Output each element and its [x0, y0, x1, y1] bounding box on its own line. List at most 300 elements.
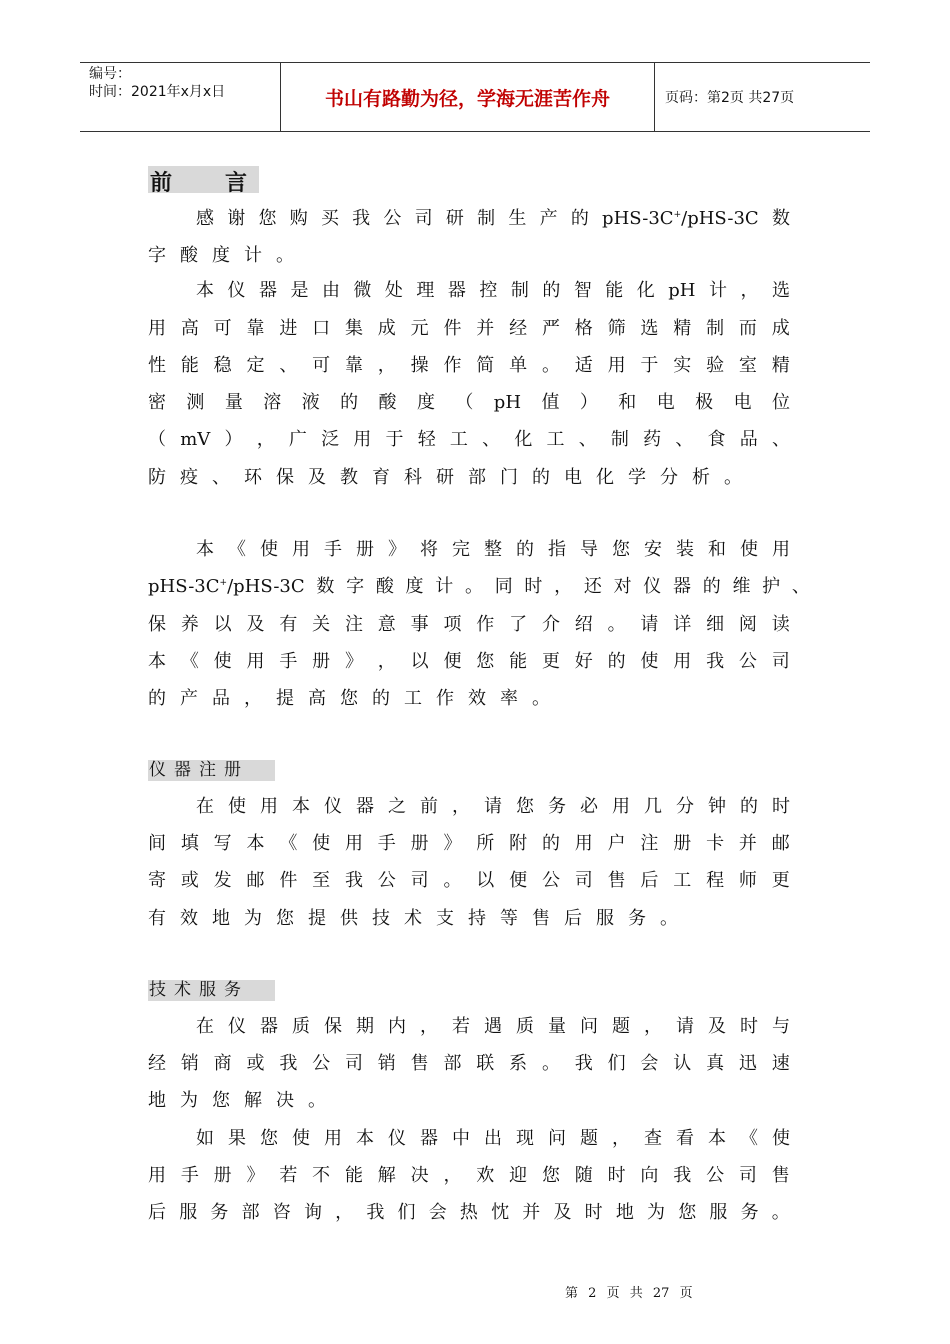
text-token: 轻	[417, 429, 436, 450]
text-token: 您	[258, 208, 277, 229]
text-token: 关	[312, 614, 331, 635]
text-line	[196, 795, 790, 819]
text-token: ，	[740, 280, 759, 301]
text-token: 于	[640, 355, 659, 376]
text-token: 广	[288, 429, 307, 450]
footer-token: 共	[629, 1286, 643, 1301]
text-token: 将	[420, 539, 438, 560]
text-token: 公	[312, 1053, 331, 1074]
text-token: 。	[532, 688, 550, 709]
text-token: 》	[246, 1165, 265, 1186]
text-token: 处	[384, 280, 403, 301]
text-token: 和	[708, 539, 726, 560]
text-token: ，	[244, 688, 262, 709]
text-token: 量	[224, 392, 243, 413]
text-token: 用	[292, 539, 310, 560]
registration-heading: 仪器注册	[148, 760, 275, 781]
text-token: 保	[276, 467, 294, 488]
text-token: 使	[640, 651, 659, 672]
text-token: 手	[324, 539, 342, 560]
text-token: 们	[607, 1053, 626, 1074]
text-token: 您	[212, 1090, 230, 1111]
text-token: 的	[541, 833, 560, 854]
text-token: 器	[260, 1016, 278, 1037]
text-token: 们	[397, 1202, 416, 1223]
text-token: 本	[356, 1128, 374, 1149]
text-token: 化	[514, 429, 533, 450]
text-token: 仪	[643, 576, 662, 597]
text-token: 并	[522, 1202, 541, 1223]
text-token: 于	[385, 429, 404, 450]
text-token: 售	[532, 908, 550, 929]
text-token: 若	[452, 1016, 470, 1037]
text-token: 泛	[321, 429, 340, 450]
text-token: 的	[607, 651, 626, 672]
text-token: pHS-3C+/pHS-3C	[602, 208, 759, 229]
text-line	[148, 575, 810, 599]
text-token: 本	[708, 1128, 726, 1149]
text-token: 、	[675, 429, 694, 450]
text-token: 效	[180, 908, 198, 929]
text-token: 地	[615, 1202, 634, 1223]
text-line	[148, 650, 790, 674]
text-token: 。	[607, 614, 626, 635]
text-token: 绍	[574, 614, 593, 635]
text-token: 、	[212, 467, 230, 488]
text-token: 研	[445, 208, 464, 229]
text-token: 用	[607, 355, 626, 376]
text-token: 的	[740, 796, 758, 817]
text-token: 指	[548, 539, 566, 560]
text-token: 育	[372, 467, 390, 488]
text-token: 您	[678, 1202, 697, 1223]
text-token: 地	[148, 1090, 166, 1111]
text-token: 及	[708, 1016, 726, 1037]
page-info: 页码：第2页 共27页	[665, 90, 795, 106]
text-token: 迎	[509, 1165, 528, 1186]
text-line	[148, 391, 790, 415]
text-token: 质	[516, 1016, 534, 1037]
text-token: 销	[180, 1053, 199, 1074]
text-token: 果	[228, 1128, 246, 1149]
text-token: 仪	[388, 1128, 406, 1149]
text-token: 遇	[484, 1016, 502, 1037]
text-token: 微	[353, 280, 372, 301]
text-token: 联	[476, 1053, 495, 1074]
text-token: 不	[312, 1165, 331, 1186]
text-token: 详	[673, 614, 692, 635]
text-token: 养	[180, 614, 199, 635]
text-line	[148, 907, 790, 931]
text-token: 用	[148, 1165, 166, 1186]
text-token: 邮	[246, 870, 265, 891]
text-token: 决	[276, 1090, 294, 1111]
text-token: 注	[344, 614, 363, 635]
text-token: 如	[196, 1128, 214, 1149]
text-token: 后	[148, 1202, 166, 1223]
text-token: 作	[443, 355, 462, 376]
text-token: 保	[148, 614, 166, 635]
text-token: 仪	[228, 1016, 246, 1037]
text-token: 用	[574, 833, 593, 854]
text-token: 酸	[375, 576, 394, 597]
text-token: 还	[583, 576, 602, 597]
text-token: 简	[476, 355, 495, 376]
text-token: 由	[321, 280, 340, 301]
text-token: 工	[546, 429, 565, 450]
text-token: 供	[340, 908, 358, 929]
text-token: 与	[772, 1016, 790, 1037]
text-line	[148, 1089, 790, 1113]
text-token: 您	[476, 651, 495, 672]
text-token: 公	[541, 870, 560, 891]
text-token: 能	[180, 355, 199, 376]
text-token: 化	[636, 280, 655, 301]
text-token: 成	[771, 318, 790, 339]
text-token: 工	[673, 870, 692, 891]
text-token: 酸	[180, 245, 198, 266]
text-token: 是	[290, 280, 309, 301]
text-token: 内	[388, 1016, 406, 1037]
text-token: 导	[580, 539, 598, 560]
text-token: 的	[702, 576, 721, 597]
text-token: 性	[148, 355, 166, 376]
text-token: 操	[410, 355, 429, 376]
text-token: 值	[541, 392, 560, 413]
text-token: 验	[706, 355, 725, 376]
text-token: 度	[405, 576, 424, 597]
text-token: mV	[180, 429, 211, 450]
text-token: 欢	[476, 1165, 495, 1186]
text-token: 选	[640, 318, 659, 339]
text-token: 期	[356, 1016, 374, 1037]
text-token: 教	[340, 467, 358, 488]
text-token: 公	[383, 208, 402, 229]
text-token: 分	[660, 467, 678, 488]
text-token: 意	[377, 614, 396, 635]
text-token: 看	[676, 1128, 694, 1149]
text-token: 位	[771, 392, 790, 413]
text-token: 测	[186, 392, 205, 413]
preface-heading-char-2: 言	[225, 171, 248, 196]
text-token: 字	[346, 576, 365, 597]
text-token: ，	[452, 796, 470, 817]
text-token: 使	[260, 539, 278, 560]
text-token: 部	[468, 467, 486, 488]
text-token: 为	[647, 1202, 665, 1223]
text-token: 司	[574, 870, 593, 891]
text-token: 本	[148, 651, 166, 672]
footer-token: 第	[565, 1286, 579, 1301]
text-token: 高	[308, 688, 326, 709]
text-token: 了	[509, 614, 528, 635]
text-token: 用	[612, 796, 630, 817]
text-token: 司	[414, 208, 433, 229]
text-token: ，	[554, 576, 573, 597]
text-token: 我	[673, 1165, 692, 1186]
text-token: 仪	[324, 796, 342, 817]
text-token: 靠	[344, 355, 363, 376]
text-token: 极	[695, 392, 714, 413]
text-token: pHS-3C+/pHS-3C	[148, 576, 305, 597]
text-token: 有	[148, 908, 166, 929]
text-token: 必	[580, 796, 598, 817]
text-token: 制	[510, 280, 529, 301]
text-token: 阅	[738, 614, 757, 635]
text-line	[148, 244, 790, 268]
text-token: 为	[180, 1090, 198, 1111]
text-token: 使	[213, 651, 232, 672]
text-token: 的	[570, 208, 589, 229]
text-token: 仪	[227, 280, 246, 301]
text-token: 便	[443, 651, 462, 672]
text-token: 。	[276, 245, 294, 266]
text-token: 时	[524, 576, 543, 597]
text-token: 保	[324, 1016, 342, 1037]
text-token: 若	[279, 1165, 298, 1186]
text-token: 使	[740, 539, 758, 560]
text-token: 我	[352, 208, 371, 229]
text-line	[148, 354, 790, 378]
text-token: 高	[180, 318, 199, 339]
text-token: 用	[246, 651, 265, 672]
text-token: 能	[344, 1165, 363, 1186]
text-token: 务	[740, 1202, 759, 1223]
text-line	[148, 466, 790, 490]
text-token: 为	[244, 908, 262, 929]
text-token: 问	[548, 1128, 566, 1149]
text-token: 会	[428, 1202, 447, 1223]
text-token: ，	[443, 1165, 462, 1186]
text-token: 、	[578, 429, 597, 450]
text-token: 我	[279, 1053, 298, 1074]
text-token: 解	[377, 1165, 396, 1186]
text-token: 使	[772, 1128, 790, 1149]
text-token: 我	[366, 1202, 385, 1223]
text-token: 用	[772, 539, 790, 560]
text-token: 门	[500, 467, 518, 488]
text-token: 定	[246, 355, 265, 376]
text-token: ，	[377, 651, 396, 672]
text-token: 实	[673, 355, 692, 376]
text-token: 现	[516, 1128, 534, 1149]
text-token: 公	[738, 651, 757, 672]
text-token: 作	[436, 688, 454, 709]
text-token: 分	[676, 796, 694, 817]
text-token: 本	[196, 539, 214, 560]
text-token: 认	[673, 1053, 692, 1074]
text-token: 手	[180, 1165, 199, 1186]
text-token: 的	[148, 688, 166, 709]
text-token: 更	[541, 651, 560, 672]
text-token: 司	[410, 870, 429, 891]
text-token: 护	[762, 576, 781, 597]
text-line	[148, 1164, 790, 1188]
text-token: 读	[771, 614, 790, 635]
text-token: 感	[196, 208, 214, 229]
text-token: 技	[372, 908, 390, 929]
text-line	[148, 832, 790, 856]
text-token: 真	[706, 1053, 725, 1074]
text-token: 学	[628, 467, 646, 488]
text-token: 《	[180, 651, 199, 672]
text-token: 买	[320, 208, 339, 229]
text-token: 我	[706, 651, 725, 672]
text-token: 计	[244, 245, 262, 266]
text-token: 稳	[213, 355, 232, 376]
text-token: 产	[539, 208, 558, 229]
text-token: 量	[548, 1016, 566, 1037]
text-token: 使	[312, 833, 331, 854]
text-token: 的	[516, 539, 534, 560]
text-token: 程	[706, 870, 725, 891]
text-token: 液	[301, 392, 320, 413]
header-meta-cell	[80, 63, 281, 131]
text-token: 、	[771, 429, 790, 450]
text-token: 同	[494, 576, 513, 597]
text-token: 有	[279, 614, 298, 635]
text-token: 本	[292, 796, 310, 817]
text-token: 公	[706, 1165, 725, 1186]
text-token: 作	[476, 614, 495, 635]
text-token: 》	[388, 539, 406, 560]
text-token: 生	[508, 208, 527, 229]
text-token: 疫	[180, 467, 198, 488]
footer-token: 页	[606, 1286, 620, 1301]
text-token: 以	[410, 651, 429, 672]
text-line	[196, 207, 790, 231]
text-token: 。	[724, 467, 742, 488]
text-token: 数	[771, 208, 790, 229]
text-token: 器	[673, 576, 692, 597]
text-token: 用	[324, 1128, 342, 1149]
text-token: 电	[656, 392, 675, 413]
text-token: 解	[244, 1090, 262, 1111]
text-token: 研	[436, 467, 454, 488]
text-token: 事	[410, 614, 429, 635]
text-token: 品	[212, 688, 230, 709]
text-token: 计	[708, 280, 727, 301]
text-token: 整	[484, 539, 502, 560]
text-token: 您	[612, 539, 630, 560]
text-token: 、	[279, 355, 298, 376]
text-token: 精	[771, 355, 790, 376]
text-token: 司	[344, 1053, 363, 1074]
text-token: 选	[771, 280, 790, 301]
text-token: 以	[476, 870, 495, 891]
text-token: 提	[308, 908, 326, 929]
text-token: ，	[644, 1016, 662, 1037]
text-token: 格	[574, 318, 593, 339]
text-token: 向	[640, 1165, 659, 1186]
text-token: 及	[553, 1202, 572, 1223]
text-token: 您	[260, 1128, 278, 1149]
text-token: 请	[676, 1016, 694, 1037]
text-token: ）	[224, 429, 243, 450]
text-token: 所	[476, 833, 495, 854]
text-token: 热	[459, 1202, 478, 1223]
text-token: 售	[607, 870, 626, 891]
header-page-info-cell	[655, 63, 870, 131]
text-token: 师	[738, 870, 757, 891]
text-token: 查	[644, 1128, 662, 1149]
text-token: ）	[579, 392, 598, 413]
text-token: 率	[500, 688, 518, 709]
text-token: 、	[482, 429, 501, 450]
text-token: 购	[289, 208, 308, 229]
text-token: 品	[739, 429, 758, 450]
text-token: 前	[420, 796, 438, 817]
text-line	[148, 317, 790, 341]
text-line	[148, 428, 790, 452]
text-token: 及	[308, 467, 326, 488]
text-token: 字	[148, 245, 166, 266]
text-token: 售	[410, 1053, 429, 1074]
text-token: 。	[660, 908, 678, 929]
text-token: 时	[584, 1202, 603, 1223]
page-header	[80, 62, 870, 132]
text-token: 务	[548, 796, 566, 817]
footer-token: 2	[588, 1286, 597, 1301]
text-token: 术	[404, 908, 422, 929]
text-token: 发	[213, 870, 232, 891]
text-token: 您	[276, 908, 294, 929]
text-token: 销	[377, 1053, 396, 1074]
text-token: 出	[484, 1128, 502, 1149]
time-label: 时间：2021年x月x日	[89, 84, 226, 100]
text-token: 适	[574, 355, 593, 376]
text-token: 科	[404, 467, 422, 488]
text-token: 度	[212, 245, 230, 266]
footer-token: 页	[679, 1286, 693, 1301]
text-line	[196, 1015, 790, 1039]
text-token: 用	[673, 651, 692, 672]
text-token: 注	[640, 833, 659, 854]
text-token: pH	[668, 280, 696, 301]
text-token: 单	[509, 355, 528, 376]
text-token: 。	[308, 1090, 326, 1111]
text-token: 您	[516, 796, 534, 817]
text-token: 防	[148, 467, 166, 488]
text-token: 手	[377, 833, 396, 854]
text-token: 等	[500, 908, 518, 929]
text-line	[148, 1052, 790, 1076]
text-token: 请	[484, 796, 502, 817]
text-token: 的	[542, 280, 561, 301]
motto-text: 书山有路勤为径，学海无涯苦作舟	[324, 87, 610, 110]
text-token: 您	[541, 1165, 560, 1186]
text-token: 经	[148, 1053, 166, 1074]
text-token: 质	[292, 1016, 310, 1037]
text-token: 密	[148, 392, 166, 413]
text-token: 司	[738, 1165, 757, 1186]
text-token: 靠	[246, 318, 265, 339]
text-token: pH	[493, 392, 522, 413]
text-token: 忱	[491, 1202, 510, 1223]
text-token: 件	[443, 318, 462, 339]
text-token: 环	[244, 467, 262, 488]
text-token: 册	[213, 1165, 232, 1186]
text-token: 室	[738, 355, 757, 376]
text-token: 时	[772, 796, 790, 817]
text-token: 支	[436, 908, 454, 929]
text-token: 谢	[227, 208, 246, 229]
text-token: 《	[740, 1128, 758, 1149]
text-token: 计	[435, 576, 454, 597]
text-token: 、	[791, 576, 810, 597]
text-token: 溶	[263, 392, 282, 413]
text-token: ，	[612, 1128, 630, 1149]
